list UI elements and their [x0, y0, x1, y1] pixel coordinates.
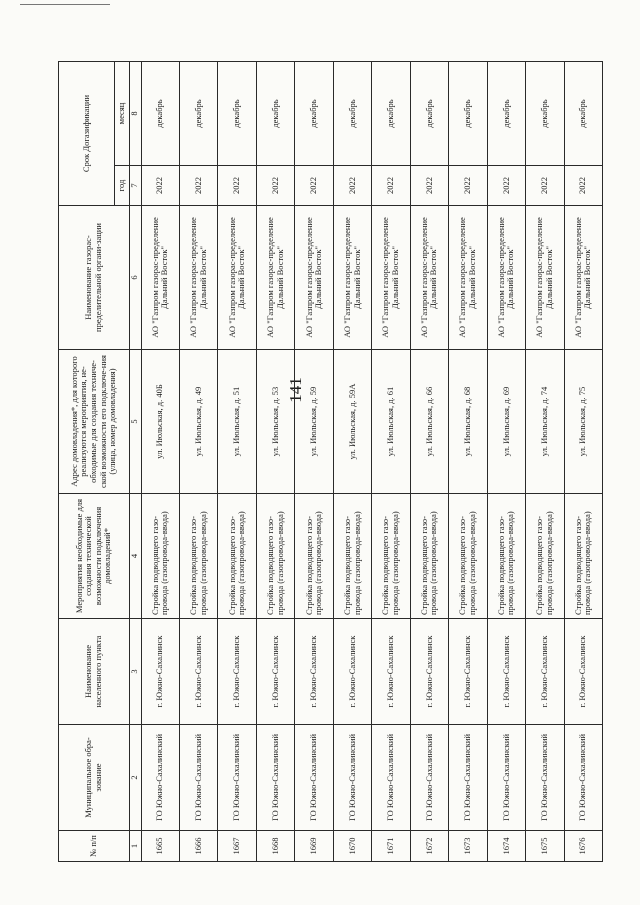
month-cell: декабрь: [372, 62, 410, 166]
table-row: [526, 62, 564, 862]
year-cell: 2022: [333, 166, 371, 206]
address-cell: ул. Июльская, д. 53: [256, 350, 294, 494]
month-cell: декабрь: [295, 62, 333, 166]
address-cell: ул. Июльская, д. 59А: [333, 350, 371, 494]
month-cell: декабрь: [141, 62, 179, 166]
month-cell: декабрь: [256, 62, 294, 166]
row-number: 1671: [372, 831, 410, 862]
table-row: [564, 62, 603, 862]
table-row: [141, 62, 179, 862]
month-cell: декабрь: [449, 62, 487, 166]
column-number: 1: [129, 831, 141, 862]
municipality-cell: ГО Южно-Сахалинский: [333, 725, 371, 831]
table-row: [179, 62, 217, 862]
column-number: 5: [129, 350, 141, 494]
year-cell: 2022: [179, 166, 217, 206]
municipality-cell: ГО Южно-Сахалинский: [487, 725, 525, 831]
organization-cell: АО "Газпром газорас-пределение Дальний Восток": [564, 206, 603, 350]
organization-cell: АО "Газпром газорас-пределение Дальний Восток": [372, 206, 410, 350]
month-cell: декабрь: [526, 62, 564, 166]
municipality-cell: ГО Южно-Сахалинский: [256, 725, 294, 831]
event-cell: Стройка подводящего газо-провода (газопровода-ввода): [449, 494, 487, 619]
address-cell: ул. Июльская, д. 75: [564, 350, 603, 494]
municipality-cell: ГО Южно-Сахалинский: [295, 725, 333, 831]
column-number: 8: [129, 62, 141, 166]
row-number: 1670: [333, 831, 371, 862]
organization-cell: АО "Газпром газорас-пределение Дальний Восток": [256, 206, 294, 350]
municipality-cell: ГО Южно-Сахалинский: [449, 725, 487, 831]
municipality-cell: ГО Южно-Сахалинский: [372, 725, 410, 831]
table-row: [256, 62, 294, 862]
column-number-row: [129, 62, 141, 862]
municipality-cell: ГО Южно-Сахалинский: [218, 725, 256, 831]
year-cell: 2022: [141, 166, 179, 206]
event-cell: Стройка подводящего газо-провода (газопровода-ввода): [256, 494, 294, 619]
event-cell: Стройка подводящего газо-провода (газопровода-ввода): [410, 494, 448, 619]
address-cell: ул. Июльская, д. 51: [218, 350, 256, 494]
event-cell: Стройка подводящего газо-провода (газопровода-ввода): [141, 494, 179, 619]
header-year: год: [115, 166, 130, 206]
header-organization: Наименование газорас-пределительной органи-зации: [59, 206, 130, 350]
locality-cell: г. Южно-Сахалинск: [487, 619, 525, 725]
month-cell: декабрь: [410, 62, 448, 166]
locality-cell: г. Южно-Сахалинск: [449, 619, 487, 725]
address-cell: ул. Июльская, д. 66: [410, 350, 448, 494]
row-number: 1667: [218, 831, 256, 862]
row-number: 1674: [487, 831, 525, 862]
address-cell: ул. Июльская, д. 40Б: [141, 350, 179, 494]
organization-cell: АО "Газпром газорас-пределение Дальний Восток": [179, 206, 217, 350]
event-cell: Стройка подводящего газо-провода (газопровода-ввода): [295, 494, 333, 619]
header-municipality: Муниципальное обра-зование: [59, 725, 130, 831]
organization-cell: АО "Газпром газорас-пределение Дальний Восток": [526, 206, 564, 350]
address-cell: ул. Июльская, д. 74: [526, 350, 564, 494]
row-number: 1669: [295, 831, 333, 862]
row-number: 1666: [179, 831, 217, 862]
organization-cell: АО "Газпром газорас-пределение Дальний Восток": [410, 206, 448, 350]
locality-cell: г. Южно-Сахалинск: [410, 619, 448, 725]
year-cell: 2022: [564, 166, 603, 206]
locality-cell: г. Южно-Сахалинск: [256, 619, 294, 725]
locality-cell: г. Южно-Сахалинск: [564, 619, 603, 725]
row-number: 1675: [526, 831, 564, 862]
month-cell: декабрь: [179, 62, 217, 166]
address-cell: ул. Июльская, д. 68: [449, 350, 487, 494]
organization-cell: АО "Газпром газорас-пределение Дальний Восток": [295, 206, 333, 350]
year-cell: 2022: [372, 166, 410, 206]
organization-cell: АО "Газпром газорас-пределение Дальний Восток": [218, 206, 256, 350]
column-number: 3: [129, 619, 141, 725]
row-number: 1665: [141, 831, 179, 862]
row-number: 1676: [564, 831, 603, 862]
locality-cell: г. Южно-Сахалинск: [372, 619, 410, 725]
address-cell: ул. Июльская, д. 59: [295, 350, 333, 494]
municipality-cell: ГО Южно-Сахалинский: [179, 725, 217, 831]
header-month: месяц: [115, 62, 130, 166]
month-cell: декабрь: [333, 62, 371, 166]
month-cell: декабрь: [218, 62, 256, 166]
column-number: 2: [129, 725, 141, 831]
event-cell: Стройка подводящего газо-провода (газопровода-ввода): [526, 494, 564, 619]
table-row: [449, 62, 487, 862]
table-row: [218, 62, 256, 862]
locality-cell: г. Южно-Сахалинск: [333, 619, 371, 725]
header-address: Адрес домовладения*, для которого реализуются мероприятия, не-обходимые для создания техниче-ской возможности его подключе-ния (улица, номер домовладения): [59, 350, 130, 494]
rotated-table-container: [58, 62, 603, 862]
locality-cell: г. Южно-Сахалинск: [526, 619, 564, 725]
event-cell: Стройка подводящего газо-провода (газопровода-ввода): [564, 494, 603, 619]
locality-cell: г. Южно-Сахалинск: [141, 619, 179, 725]
column-number: 7: [129, 166, 141, 206]
year-cell: 2022: [487, 166, 525, 206]
header-num: № п/п: [59, 831, 130, 862]
column-number: 6: [129, 206, 141, 350]
address-cell: ул. Июльская, д. 61: [372, 350, 410, 494]
header-event: Мероприятия необходимые для создания технической возможности подключения домовладений*: [59, 494, 130, 619]
page-number: 141: [286, 377, 305, 403]
year-cell: 2022: [410, 166, 448, 206]
scan-edge-line: [20, 4, 110, 5]
municipality-cell: ГО Южно-Сахалинский: [564, 725, 603, 831]
locality-cell: г. Южно-Сахалинск: [295, 619, 333, 725]
year-cell: 2022: [218, 166, 256, 206]
row-number: 1672: [410, 831, 448, 862]
organization-cell: АО "Газпром газорас-пределение Дальний Восток": [333, 206, 371, 350]
address-cell: ул. Июльская, д. 69: [487, 350, 525, 494]
header-deadline: Срок Догазификации: [59, 62, 115, 206]
year-cell: 2022: [256, 166, 294, 206]
event-cell: Стройка подводящего газо-провода (газопровода-ввода): [218, 494, 256, 619]
municipality-cell: ГО Южно-Сахалинский: [141, 725, 179, 831]
locality-cell: г. Южно-Сахалинск: [218, 619, 256, 725]
month-cell: декабрь: [564, 62, 603, 166]
address-cell: ул. Июльская, д. 49: [179, 350, 217, 494]
table-row: [295, 62, 333, 862]
organization-cell: АО "Газпром газорас-пределение Дальний Восток": [141, 206, 179, 350]
event-cell: Стройка подводящего газо-провода (газопровода-ввода): [179, 494, 217, 619]
table-row: [372, 62, 410, 862]
organization-cell: АО "Газпром газорас-пределение Дальний Восток": [449, 206, 487, 350]
event-cell: Стройка подводящего газо-провода (газопровода-ввода): [372, 494, 410, 619]
year-cell: 2022: [295, 166, 333, 206]
header-locality: Наименование населенного пункта: [59, 619, 130, 725]
year-cell: 2022: [449, 166, 487, 206]
municipality-cell: ГО Южно-Сахалинский: [410, 725, 448, 831]
table-row: [487, 62, 525, 862]
event-cell: Стройка подводящего газо-провода (газопровода-ввода): [487, 494, 525, 619]
municipality-cell: ГО Южно-Сахалинский: [526, 725, 564, 831]
gasification-table: [58, 61, 603, 862]
row-number: 1668: [256, 831, 294, 862]
table-row: [333, 62, 371, 862]
locality-cell: г. Южно-Сахалинск: [179, 619, 217, 725]
event-cell: Стройка подводящего газо-провода (газопровода-ввода): [333, 494, 371, 619]
month-cell: декабрь: [487, 62, 525, 166]
table-row: [410, 62, 448, 862]
organization-cell: АО "Газпром газорас-пределение Дальний Восток": [487, 206, 525, 350]
row-number: 1673: [449, 831, 487, 862]
year-cell: 2022: [526, 166, 564, 206]
column-number: 4: [129, 494, 141, 619]
